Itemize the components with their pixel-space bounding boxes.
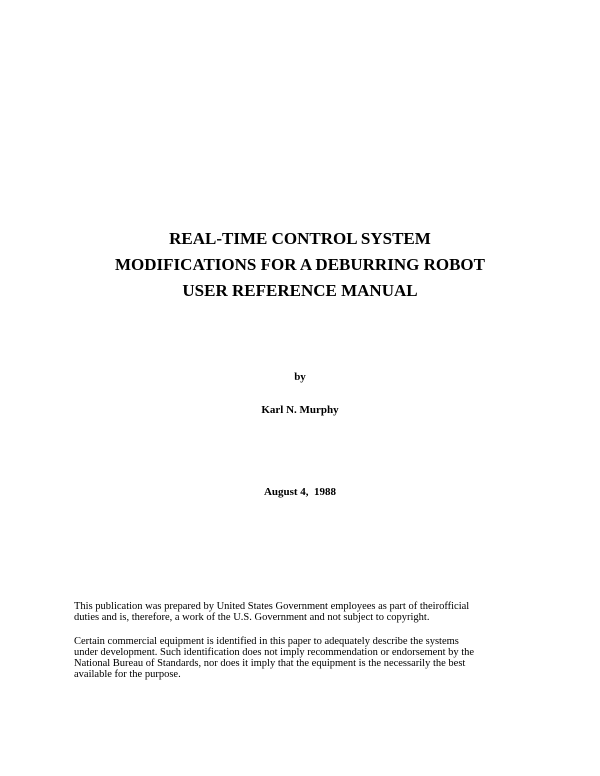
title-line-3: USER REFERENCE MANUAL: [182, 281, 418, 300]
document-title: [0, 226, 600, 304]
disclaimer-line-4: available for the purpose.: [74, 669, 181, 680]
publication-date: August 4, 1988: [263, 486, 337, 498]
copyright-notice: [74, 601, 532, 623]
disclaimer-notice: [74, 636, 532, 680]
copyright-notice-line-1: This publication was prepared by United States Government employees as part of theirofficial: [74, 601, 470, 612]
title-line-1: REAL-TIME CONTROL SYSTEM: [169, 229, 431, 248]
disclaimer-line-2: under development. Such identification does not imply recommendation or endorsement by the: [74, 647, 475, 658]
author-name: Karl N. Murphy: [261, 404, 339, 416]
disclaimer-line-3: National Bureau of Standards, nor does it imply that the equipment is the necessarily the best: [74, 658, 466, 669]
byline: by: [294, 371, 306, 383]
title-line-2: MODIFICATIONS FOR A DEBURRING ROBOT: [115, 255, 485, 274]
disclaimer-line-1: Certain commercial equipment is identified in this paper to adequately describe the systems: [74, 636, 459, 647]
copyright-notice-line-2: duties and is, therefore, a work of the U.S. Government and not subject to copyright.: [74, 612, 430, 623]
